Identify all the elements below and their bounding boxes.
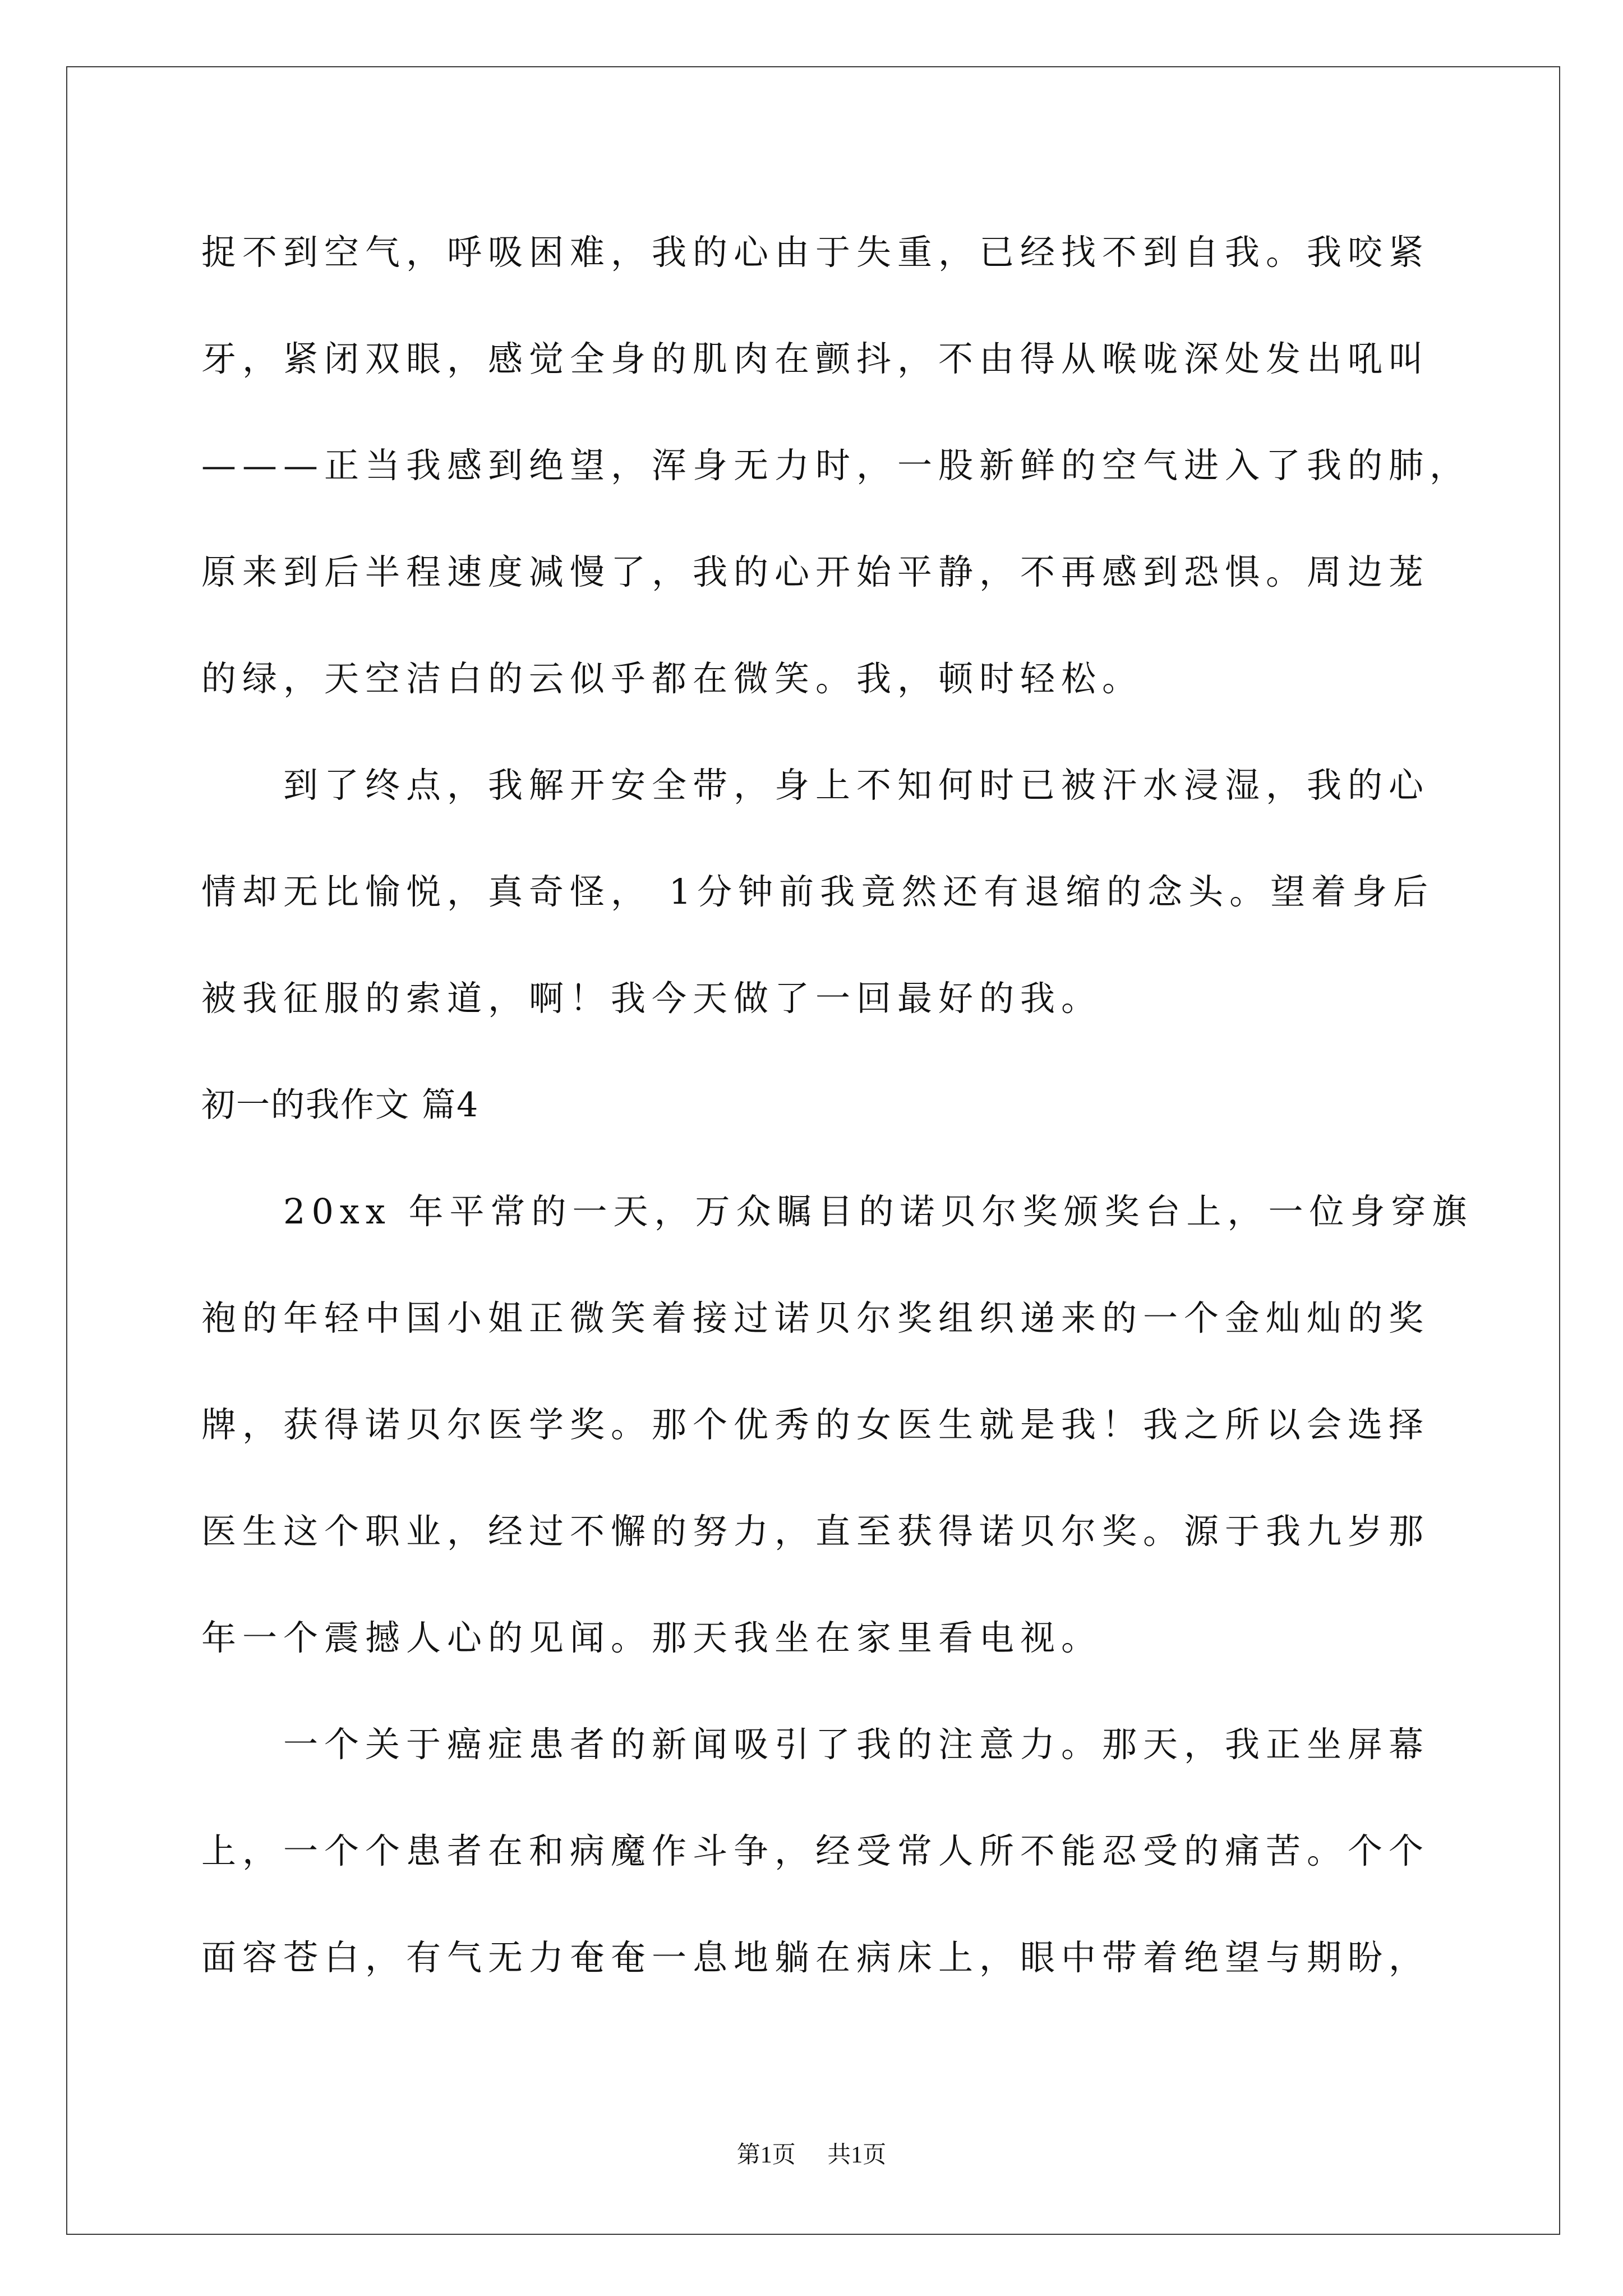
text-line: 袍的年轻中国小姐正微笑着接过诺贝尔奖组织递来的一个金灿灿的奖 bbox=[201, 1297, 1430, 1338]
document-body bbox=[201, 199, 1508, 2011]
text-line: 一个关于癌症患者的新闻吸引了我的注意力。那天，我正坐屏幕 bbox=[283, 1724, 1430, 1765]
text-line: 20xx 年平常的一天，万众瞩目的诺贝尔奖颁奖台上，一位身穿旗 bbox=[283, 1191, 1473, 1232]
text-line: 年一个震撼人心的见闻。那天我坐在家里看电视。 bbox=[201, 1617, 1103, 1658]
text-line: 到了终点，我解开安全带，身上不知何时已被汗水浸湿，我的心 bbox=[283, 765, 1430, 806]
paragraph bbox=[201, 1691, 1508, 2011]
page-number: 第1页 bbox=[736, 2142, 796, 2168]
essay-heading: 初一的我作文 篇4 bbox=[201, 1085, 479, 1125]
text-line: 原来到后半程速度减慢了，我的心开始平静，不再感到恐惧。周边茏 bbox=[201, 551, 1430, 592]
paragraph bbox=[201, 1158, 1508, 1691]
page-total: 共1页 bbox=[827, 2142, 887, 2168]
text-line: 捉不到空气，呼吸困难，我的心由于失重，已经找不到自我。我咬紧 bbox=[201, 232, 1430, 273]
text-line: 牌，获得诺贝尔医学奖。那个优秀的女医生就是我！我之所以会选择 bbox=[201, 1404, 1430, 1445]
text-line: 面容苍白，有气无力奄奄一息地躺在病床上，眼中带着绝望与期盼， bbox=[201, 1937, 1430, 1978]
text-line: 被我征服的索道，啊！我今天做了一回最好的我。 bbox=[201, 978, 1103, 1019]
paragraph bbox=[201, 199, 1508, 732]
text-line: ———正当我感到绝望，浑身无力时，一股新鲜的空气进入了我的肺， bbox=[201, 445, 1471, 486]
text-line: 牙，紧闭双眼，感觉全身的肌肉在颤抖，不由得从喉咙深处发出吼叫 bbox=[201, 338, 1430, 379]
text-line: 情却无比愉悦，真奇怪， 1分钟前我竟然还有退缩的念头。望着身后 bbox=[201, 871, 1435, 912]
paragraph bbox=[201, 732, 1508, 1052]
text-line: 上，一个个患者在和病魔作斗争，经受常人所不能忍受的痛苦。个个 bbox=[201, 1830, 1430, 1871]
page-footer bbox=[0, 2138, 1623, 2172]
text-line: 的绿，天空洁白的云似乎都在微笑。我，顿时轻松。 bbox=[201, 658, 1144, 699]
text-line: 医生这个职业，经过不懈的努力，直至获得诺贝尔奖。源于我九岁那 bbox=[201, 1511, 1430, 1552]
